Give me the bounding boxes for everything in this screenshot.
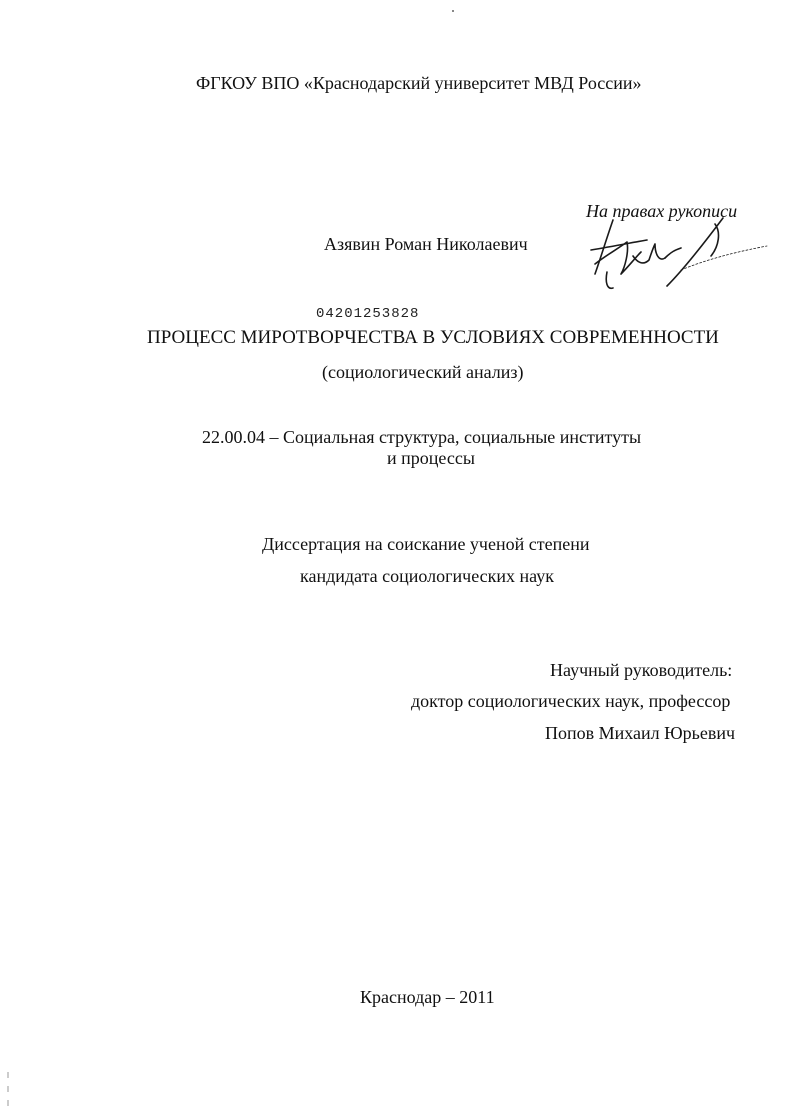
manuscript-rights-note: На правах рукописи [586, 201, 738, 221]
supervisor-degree: доктор социологических наук, профессор [411, 691, 731, 711]
specialty-code-line1: 22.00.04 – Социальная структура, социальные институты [202, 427, 642, 447]
supervisor-label: Научный руководитель: [550, 660, 733, 680]
handwritten-signature [585, 212, 770, 297]
scan-artifact-dot [452, 10, 454, 12]
supervisor-name: Попов Михаил Юрьевич [545, 723, 736, 743]
specialty-code-line2: и процессы [387, 448, 475, 468]
institution-name: ФГКОУ ВПО «Краснодарский университет МВД России» [196, 73, 642, 93]
city-and-year: Краснодар – 2011 [360, 987, 495, 1007]
author-name: Азявин Роман Николаевич [324, 234, 528, 254]
scan-artifact-marks [6, 1070, 10, 1110]
dissertation-subtitle: (социологический анализ) [322, 362, 524, 382]
degree-statement-line1: Диссертация на соискание ученой степени [262, 534, 590, 554]
degree-statement-line2: кандидата социологических наук [300, 566, 554, 586]
registration-number: 04201253828 [316, 306, 420, 322]
dissertation-title: ПРОЦЕСС МИРОТВОРЧЕСТВА В УСЛОВИЯХ СОВРЕМЕННОСТИ [147, 327, 719, 348]
